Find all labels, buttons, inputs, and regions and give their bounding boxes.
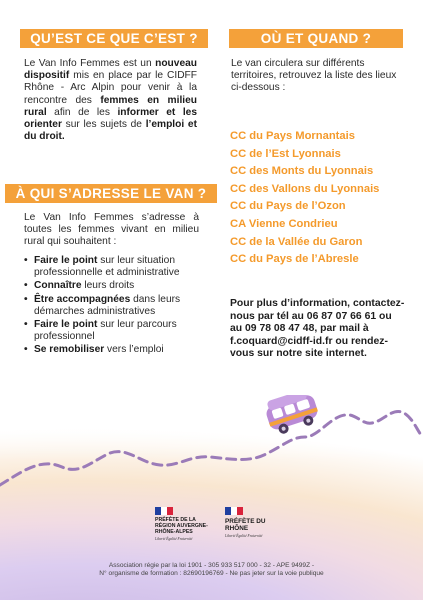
place-item: CC des Vallons du Lyonnais	[230, 182, 380, 195]
intro-paragraph: Le Van Info Femmes est un nouveau dispositif mis en place par le CIDFF Rhône - Arc Alpin pour venir à la rencontre des femmes en milieu rural afin de les informer et les orienter sur les sujets de l’emploi et du droit.	[24, 58, 197, 143]
van-route-illustration	[0, 395, 423, 490]
list-item: • Se remobiliser vers l’emploi	[24, 344, 204, 356]
section-title-what: QU’EST CE QUE C’EST ?	[20, 29, 208, 48]
place-item: CA Vienne Condrieu	[230, 217, 338, 230]
where-paragraph: Le van circulera sur différents territoires, retrouvez la liste des lieux ci-dessous :	[231, 58, 397, 94]
logo-prefecture-rhone: PRÉFÈTE DU RHÔNE Liberté Égalité Fraternité	[225, 507, 285, 539]
footer-legal-text: Association régie par la loi 1901 - 305 933 517 000 - 32 - APE 9499Z - N° organisme de formation : 82690196769 - Ne pas jeter sur la voie publique	[99, 562, 324, 578]
place-item: CC de la Vallée du Garon	[230, 235, 363, 248]
van-icon	[263, 395, 322, 437]
list-item: • Faire le point sur leur parcours professionnel	[24, 319, 204, 343]
dashed-route-path	[0, 412, 423, 485]
marianne-flag-icon	[225, 507, 243, 515]
who-paragraph: Le Van Info Femmes s’adresse à toutes les femmes vivant en milieu rural qui souhaitent :	[24, 212, 199, 248]
place-item: CC du Pays Mornantais	[230, 130, 355, 142]
section-title-where: OÙ ET QUAND ?	[229, 29, 403, 48]
place-item: CC du Pays de l’Abresle	[230, 253, 359, 266]
marianne-flag-icon	[155, 507, 173, 515]
places-list	[230, 128, 410, 269]
section-title-who: À QUI S’ADRESSE LE VAN ?	[5, 184, 217, 203]
place-item: CC de l’Est Lyonnais	[230, 147, 341, 160]
contact-paragraph: Pour plus d’information, contactez-nous par tél au 06 87 07 66 61 ou au 09 78 08 47 48, par mail à f.coquard@cidff-id.fr ou rendez-vous sur notre site internet.	[230, 298, 405, 360]
list-item: • Faire le point sur leur situation professionnelle et administrative	[24, 255, 204, 279]
logo-prefecture-region: PRÉFÈTE DE LA RÉGION AUVERGNE-RHÔNE-ALPES Liberté Égalité Fraternité	[155, 507, 215, 542]
place-item: CC du Pays de l’Ozon	[230, 200, 346, 213]
list-item: • Connaître leurs droits	[24, 280, 204, 292]
who-list	[24, 255, 204, 358]
place-item: CC des Monts du Lyonnais	[230, 165, 374, 178]
list-item: • Être accompagnées dans leurs démarches administratives	[24, 294, 204, 318]
